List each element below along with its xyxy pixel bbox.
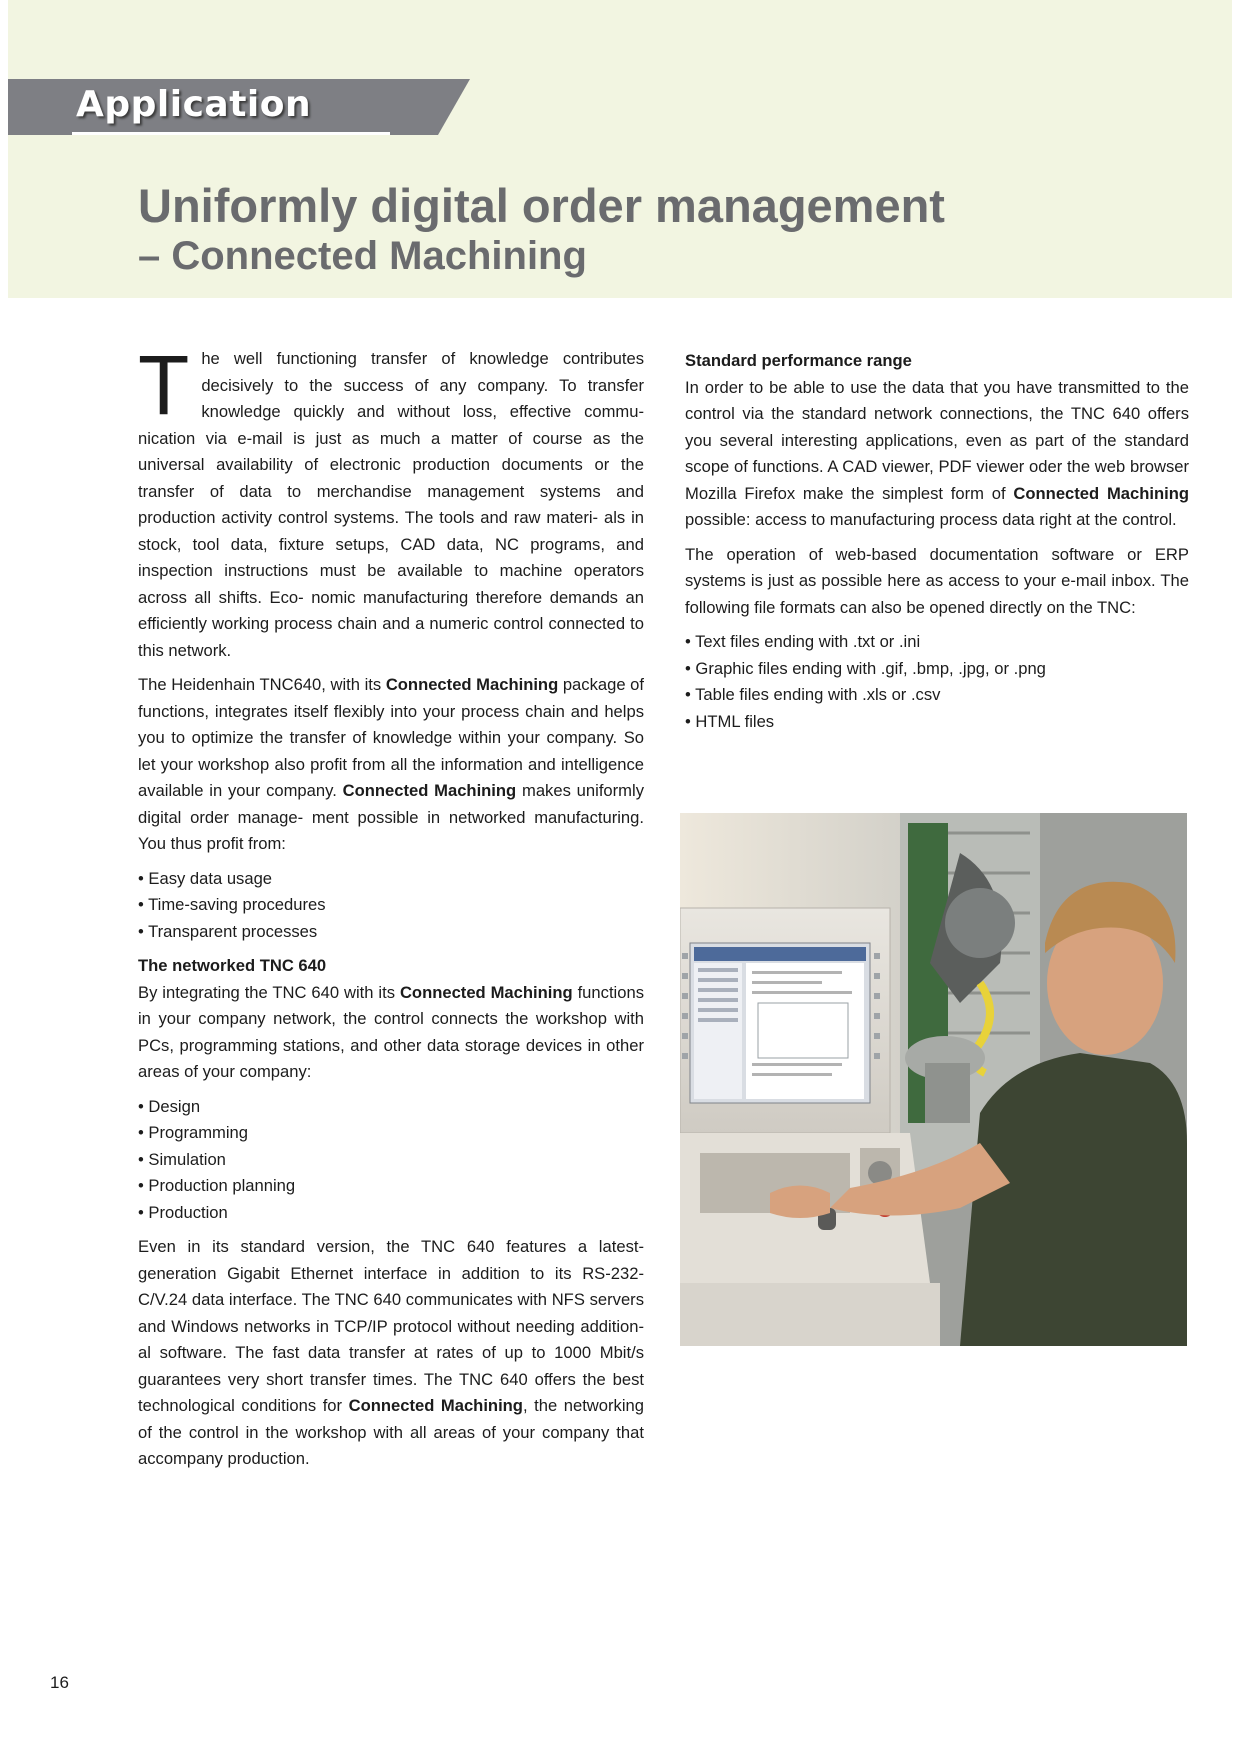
performance-heading: Standard performance range — [685, 351, 912, 370]
networked-paragraph — [138, 980, 644, 1086]
web-docs-paragraph: The operation of web-based documentation software or ERP systems is just as possible here as access to your e-mail inbox. The following file formats can also be opened directly on the TNC: — [685, 544, 1189, 617]
tnc640-paragraph — [138, 672, 644, 858]
list-item: • Programming — [138, 1123, 249, 1142]
emphasis-connected-machining: Connected Machining — [385, 675, 559, 694]
intro-paragraph — [138, 338, 644, 664]
list-item: • Time-saving procedures — [138, 895, 326, 914]
page-title: Uniformly digital order management — [138, 179, 945, 232]
list-item: • Table files ending with .xls or .csv — [685, 685, 941, 704]
list-item: • Graphic files ending with .gif, .bmp, .jpg, or .png — [685, 658, 1046, 678]
text-run: functions in your company network, the control connects the workshop with PCs, programming stations, and other data storage devices in other areas of your company: — [138, 982, 644, 1081]
list-item: • Text files ending with .txt or .ini — [685, 632, 921, 651]
text-run: , the networking of the control in the workshop with all areas of your company that accompany production. — [138, 1396, 644, 1468]
left-column — [138, 338, 645, 1481]
list-item: • Design — [138, 1096, 201, 1116]
areas-list — [138, 1094, 644, 1227]
text-run: makes uniformly digital order manage- ment possible in networked manufacturing. You thus profit from: — [138, 781, 644, 853]
text-run: Even in its standard version, the TNC 640 features a latest- generation Gigabit Ethernet interface in addition to its RS-232- C/V.24 data interface. The TNC 640 communicates with NFS servers and Windows networks in TCP/IP protocol without needing addition- al software. The fast data transfer at rates of up to 1000 Mbit/s guarantees very short transfer times. The TNC 640 offers the best technological conditions for — [138, 1237, 644, 1415]
text-run: possible: access to manufacturing process data right at the control. — [685, 510, 1177, 529]
list-item: • HTML files — [685, 711, 775, 731]
text-run: In order to be able to use the data that you have transmitted to the control via the standard network connections, the TNC 640 offers you several interesting applications, even as part of the standard scope of functions. A CAD viewer, PDF viewer oder the web browser Mozilla Firefox make the simplest form of — [685, 377, 1189, 503]
intro-text: he well functioning transfer of knowledge contributes decisively to the success of any company. To transfer knowledge quickly and without loss, effective commu- nication via e-mail is just as much a matter of course as the universal availability of electronic production documents or the transfer of data to merchandise management systems and production activity control systems. The tools and raw materi- als in stock, tool data, fixture setups, CAD data, NC programs, and inspection instructions must be available to machine operators across all shifts. Eco- nomic manufacturing therefore demands an efficiently working process chain and a numeric control connected to this network. — [138, 349, 644, 660]
page-number: 16 — [50, 1673, 69, 1692]
networked-heading: The networked TNC 640 — [138, 956, 327, 975]
list-item: • Easy data usage — [138, 868, 273, 888]
photo-illustration — [680, 813, 1187, 1346]
list-item: • Production — [138, 1202, 228, 1222]
text-run: The Heidenhain TNC640, with its — [138, 675, 386, 694]
drop-cap: T — [138, 338, 190, 432]
right-column — [685, 348, 1189, 743]
file-formats-list — [685, 629, 1189, 735]
ethernet-paragraph — [138, 1234, 644, 1473]
benefits-list — [138, 866, 644, 946]
emphasis-connected-machining: Connected Machining — [348, 1396, 523, 1415]
page-subtitle: – Connected Machining — [138, 234, 587, 278]
list-item: • Production planning — [138, 1176, 296, 1195]
section-label: Application — [76, 84, 312, 125]
text-run: By integrating the TNC 640 with its — [138, 982, 400, 1002]
emphasis-connected-machining: Connected Machining — [342, 781, 517, 800]
emphasis-connected-machining: Connected Machining — [1013, 483, 1189, 503]
emphasis-connected-machining: Connected Machining — [399, 982, 573, 1002]
list-item: • Simulation — [138, 1149, 226, 1169]
operator-machine-photo — [680, 813, 1187, 1346]
performance-paragraph — [685, 375, 1189, 534]
text-run: package of functions, integrates itself flexibly into your process chain and helps you to optimize the transfer of knowledge within your company. So let your workshop also profit from all the information and intelligence available in your company. — [138, 675, 645, 800]
section-underline — [72, 132, 390, 135]
list-item: • Transparent processes — [138, 921, 318, 941]
